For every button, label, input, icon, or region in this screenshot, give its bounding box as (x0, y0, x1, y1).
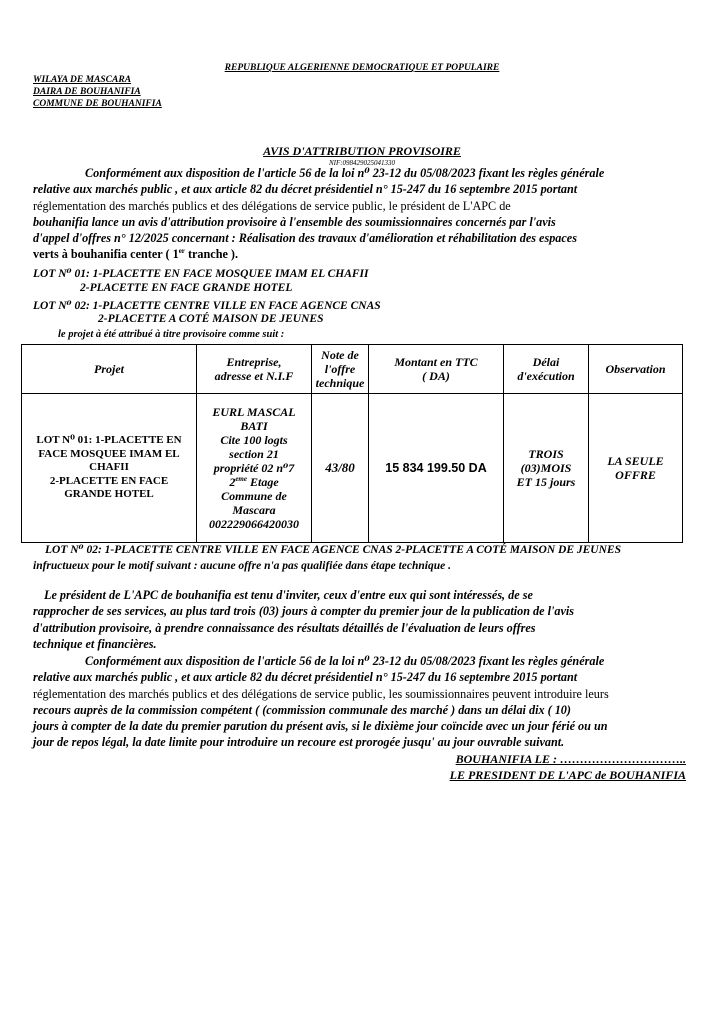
cell-line: 002229066420030 (209, 517, 299, 531)
cell-line: LOT N⁰ 01: 1-PLACETTE EN (36, 434, 182, 447)
header-line: Montant en TTC (394, 355, 478, 369)
commune-line: COMMUNE DE BOUHANIFIA (33, 99, 162, 109)
infructueux-paragraph (33, 542, 691, 574)
recours-line: relative aux marchés public , et aux article 82 du décret présidentiel n° 15-247 du 16 septembre 2015 portant (33, 670, 578, 685)
nif-number: NIF:098429025041330 (328, 159, 396, 167)
recours-line: jours à compter de la date du premier parution du présent avis, si le dixième jour coïncide avec un jour férié ou un (33, 719, 608, 734)
intro-line: Conformément aux disposition de l'article 56 de la loi n⁰ 23-12 du 05/08/2023 fixant les règles générale (85, 166, 605, 180)
invitation-line: technique et financières. (33, 636, 157, 651)
cell-line: section 21 (229, 447, 279, 461)
cell-line: TROIS (528, 447, 564, 461)
cell-line: FACE MOSQUEE IMAM EL (38, 447, 180, 460)
wilaya-line: WILAYA DE MASCARA (33, 75, 132, 85)
table-row (22, 394, 683, 543)
header-line: Délai (532, 355, 560, 369)
cell-line: OFFRE (615, 468, 656, 482)
header-line: Note de (321, 348, 359, 362)
recours-paragraph (33, 653, 691, 751)
cell-line: 2-PLACETTE EN FACE (49, 474, 169, 487)
intro-line-text: verts à bouhanifia center ( 1 (33, 247, 179, 262)
cell-line (199, 475, 309, 489)
notice-title: AVIS D'ATTRIBUTION PROVISOIRE (263, 144, 461, 158)
header-line: l'offre (324, 362, 356, 376)
cell-line: LA SEULE (607, 454, 664, 468)
intro-line: réglementation des marchés publics et des délégations de service public, le président de L'APC de (33, 198, 511, 213)
header-line: technique (315, 376, 365, 390)
cell-line: propriété 02 n⁰7 (213, 461, 295, 475)
cell-line: EURL MASCAL (212, 405, 296, 419)
cell-line: CHAFII (89, 461, 129, 474)
header-projet: Projet (22, 345, 197, 394)
signature-place: BOUHANIFIA LE : ………………………….. (455, 752, 686, 766)
lot-line: LOT N⁰ 01: 1-PLACETTE EN FACE MOSQUEE IMAM EL CHAFII (33, 268, 369, 280)
infructueux-line: infructueux pour le motif suivant : aucune offre n'a pas qualifiée dans étape technique . (33, 560, 451, 572)
header-line: d'exécution (517, 369, 575, 383)
intro-line: relative aux marchés public , et aux article 82 du décret présidentiel n° 15-247 du 16 septembre 2015 portant (33, 182, 578, 197)
attribution-table (21, 344, 683, 543)
etage-number: 2 (229, 475, 236, 489)
invitation-paragraph (33, 587, 691, 652)
lot-line: 2-PLACETTE A COTÉ MAISON DE JEUNES (98, 313, 324, 325)
cell-entreprise (197, 394, 312, 543)
recours-line: jour de repos légal, la date limite pour introduire un recoure est prorogée jusqu' au jour ouvrable suivant. (33, 735, 565, 750)
recours-line: recours auprès de la commission compétent ( (commission communale des marché ) dans un délai dix ( 10) (33, 702, 571, 717)
recours-line: réglementation des marchés publics et des délégations de service public, les soumissionnaires peuvent introduire leurs (33, 686, 609, 701)
attribution-intro: le projet à été attribué à titre provisoire comme suit : (58, 329, 285, 340)
cell-line: (03)MOIS (520, 461, 572, 475)
invitation-line: Le président de L'APC de bouhanifia est tenu d'inviter, ceux d'entre eux qui sont intéressés, de se (44, 588, 533, 602)
infructueux-line: LOT N⁰ 02: 1-PLACETTE CENTRE VILLE EN FACE AGENCE CNAS 2-PLACETTE A COTÉ MAISON DE JEUNES (45, 544, 621, 556)
header-line: adresse et N.I.F (214, 369, 294, 383)
lot-line: 2-PLACETTE EN FACE GRANDE HOTEL (80, 282, 293, 294)
cell-line: Commune de (221, 489, 287, 503)
cell-line: GRANDE HOTEL (64, 488, 154, 501)
cell-note: 43/80 (312, 394, 369, 543)
intro-line (33, 246, 691, 262)
header-line: Entreprise, (226, 355, 282, 369)
signature-signatory: LE PRESIDENT DE L'APC de BOUHANIFIA (449, 768, 686, 782)
etage-word: Etage (247, 475, 279, 489)
header-line: ( DA) (422, 369, 450, 383)
header-montant (369, 345, 504, 394)
republic-heading: REPUBLIQUE ALGERIENNE DEMOCRATIQUE ET POPULAIRE (224, 63, 500, 73)
invitation-line: d'attribution provisoire, à prendre connaissance des résultats détaillés de l'évaluation de leurs offres (33, 620, 536, 635)
cell-projet (22, 394, 197, 543)
header-entreprise (197, 345, 312, 394)
cell-line: Mascara (232, 503, 276, 517)
cell-line: ET 15 jours (516, 475, 576, 489)
cell-line: BATI (240, 419, 268, 433)
table-header-row (22, 345, 683, 394)
header-note (312, 345, 369, 394)
intro-line: bouhanifia lance un avis d'attribution provisoire à l'ensemble des soumissionnaires concernés par l'avis (33, 214, 556, 229)
cell-observation (589, 394, 683, 543)
lot-line: LOT N⁰ 02: 1-PLACETTE CENTRE VILLE EN FACE AGENCE CNAS (33, 300, 381, 312)
intro-paragraph (33, 165, 691, 263)
ordinal-suffix: er (178, 247, 185, 256)
cell-delai (504, 394, 589, 543)
intro-line-end: tranche ). (184, 247, 239, 262)
cell-line: Cite 100 logts (220, 433, 288, 447)
recours-line: Conformément aux disposition de l'article 56 de la loi n⁰ 23-12 du 05/08/2023 fixant les règles générale (85, 654, 605, 668)
daira-line: DAIRA DE BOUHANIFIA (33, 87, 141, 97)
header-observation: Observation (589, 345, 683, 394)
authority-block (33, 74, 162, 110)
signature-block (450, 751, 686, 783)
invitation-line: rapprocher de ses services, au plus tard trois (03) jours à compter du premier jour de la publication de l'avis (33, 604, 574, 619)
header-delai (504, 345, 589, 394)
ordinal-suffix: eme (235, 475, 247, 483)
intro-line: d'appel d'offres n° 12/2025 concernant : Réalisation des travaux d'amélioration et réhabilitation des espaces (33, 231, 577, 246)
cell-montant: 15 834 199.50 DA (369, 394, 504, 543)
